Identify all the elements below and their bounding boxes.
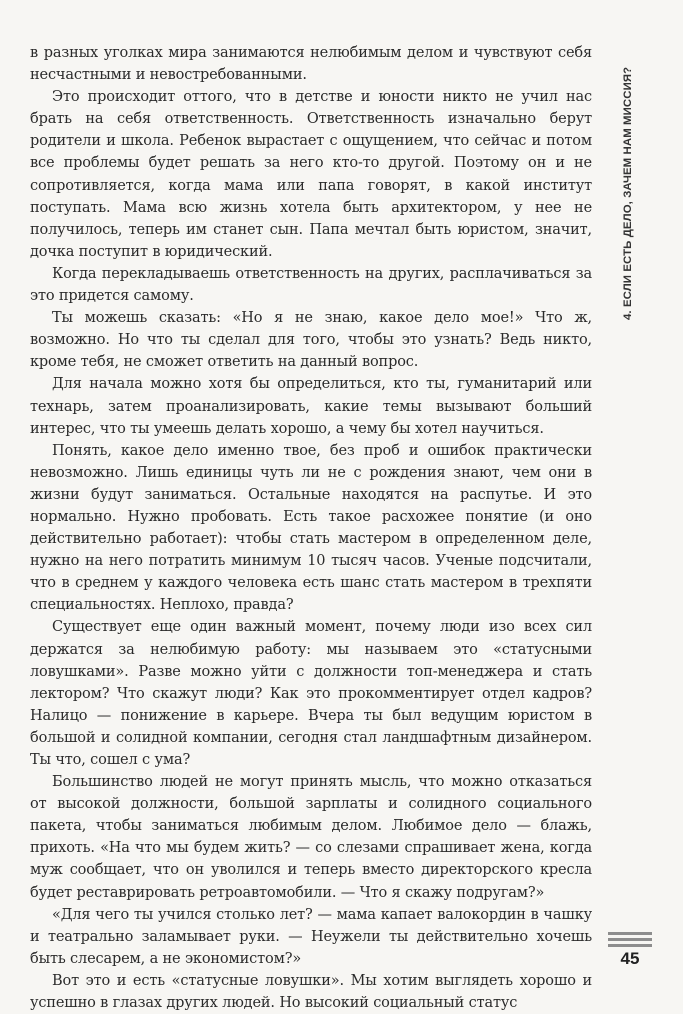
paragraph: Это происходит оттого, что в детстве и юности никто не учил нас брать на себя ответственность. Ответственность изначально берут родители и школа. Ребенок вырастает с ощущением, что сейчас и потом все проблемы будет решать за него кто-то другой. Поэтому он и не сопротивляется, когда мама или папа говорят, в какой институт поступать. Мама всю жизнь хотела быть архитектором, у нее не получилось, теперь им станет сын. Папа мечтал быть юристом, значит, дочка поступит в юридический.: [30, 89, 592, 260]
paragraph: Когда перекладываешь ответственность на других, расплачиваться за это придется самому.: [30, 265, 592, 305]
page-body: [30, 42, 592, 1014]
paragraph: Для начала можно хотя бы определиться, кто ты, гуманитарий или технарь, затем проанализировать, какие темы вызывают больший интерес, что ты умеешь делать хорошо, а чему бы хотел научиться.: [30, 376, 592, 437]
running-header: 4. ЕСЛИ ЕСТЬ ДЕЛО, ЗАЧЕМ НАМ МИССИЯ?: [622, 66, 634, 320]
page-number-rule: [608, 932, 652, 935]
paragraph: Понять, какое дело именно твое, без проб и ошибок практически невозможно. Лишь единицы чуть ли не с рождения знают, чем они в жизни будут заниматься. Остальные находятся на распутье. И это нормально. Нужно пробовать. Есть такое расхожее понятие (и оно действительно работает): чтобы стать мастером в определенном деле, нужно на него потратить минимум 10 тысяч часов. Ученые подсчитали, что в среднем у каждого человека есть шанс стать мастером в трехпяти специальностях. Неплохо, правда?: [30, 442, 592, 614]
paragraph: «Для чего ты учился столько лет? — мама капает валокордин в чашку и театрально заламывает руки. — Неужели ты действительно хочешь быть слесарем, а не экономистом?»: [30, 906, 592, 967]
paragraph: Большинство людей не могут принять мысль, что можно отказаться от высокой должности, большой зарплаты и солидного социального пакета, чтобы заниматься любимым делом. Любимое дело — блажь, прихоть. «На что мы будем жить? — со слезами спрашивает жена, когда муж сообщает, что он уволился и теперь вместо директорского кресла будет реставрировать ретроавтомобили. — Что я скажу подругам?»: [30, 774, 592, 901]
paragraph: Существует еще один важный момент, почему люди изо всех сил держатся за нелюбимую работу: мы называем это «статусными ловушками». Разве можно уйти с должности топ-менеджера и стать лектором? Что скажут люди? Как это прокомментирует отдел кадров? Налицо — понижение в карьере. Вчера ты был ведущим юристом в большой и солидной компании, сегодня стал ландшафтным дизайнером. Ты что, сошел с ума?: [30, 619, 592, 768]
page-number: 45: [620, 949, 640, 968]
paragraph: Ты можешь сказать: «Но я не знаю, какое дело мое!» Что ж, возможно. Но что ты сделал для того, чтобы это узнать? Ведь никто, кроме тебя, не сможет ответить на данный вопрос.: [30, 310, 592, 371]
page-number-rule: [608, 938, 652, 941]
page-number-rule: [608, 944, 652, 947]
paragraph: в разных уголках мира занимаются нелюбимым делом и чувствуют себя несчастными и невостребованными.: [30, 45, 592, 84]
paragraph: Вот это и есть «статусные ловушки». Мы хотим выглядеть хорошо и успешно в глазах других людей. Но высокий социальный статус: [30, 972, 592, 1012]
